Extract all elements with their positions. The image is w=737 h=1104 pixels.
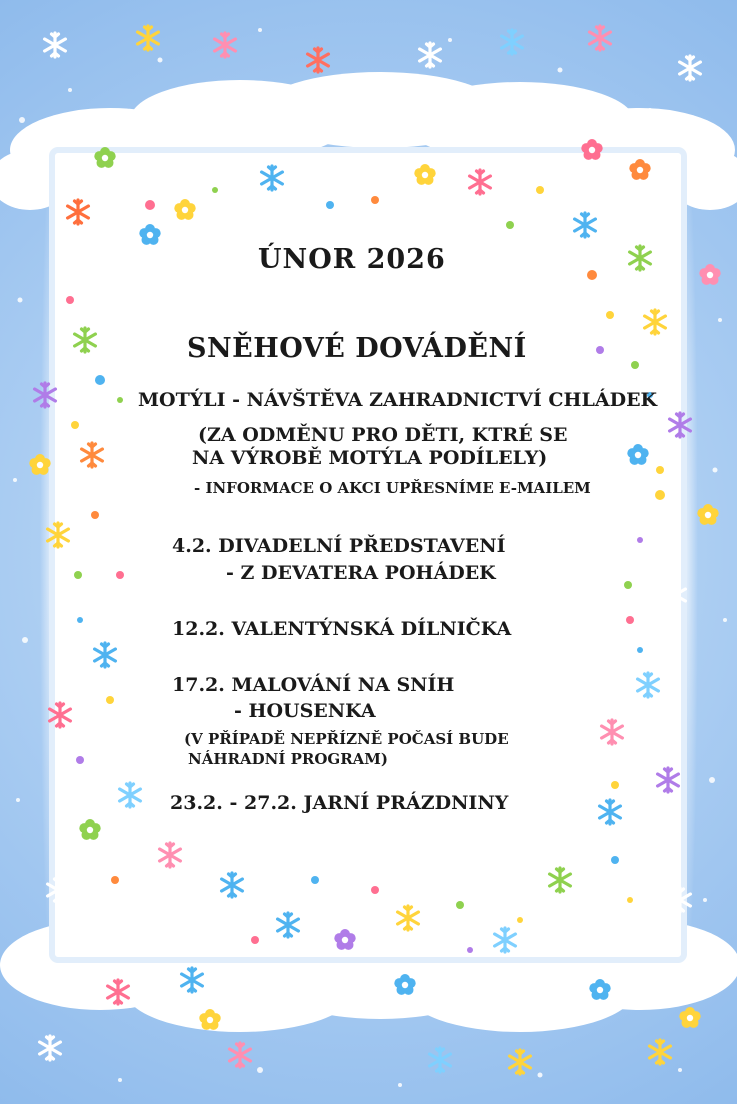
event-malovani-note-2: NÁHRADNÍ PROGRAM) — [188, 750, 389, 768]
event-prazdniny: 23.2. - 27.2. JARNÍ PRÁZDNINY — [170, 792, 509, 814]
event-malovani-line-2: - HOUSENKA — [234, 700, 376, 722]
event-malovani-note-1: (V PŘÍPADĚ NEPŘÍZNĚ POČASÍ BUDE — [184, 730, 509, 748]
event-motyli-title: MOTÝLI - NÁVŠTĚVA ZAHRADNICTVÍ CHLÁDEK — [138, 389, 658, 411]
event-motyli-note-2: NA VÝROBĚ MOTÝLA PODÍLELY) — [192, 447, 548, 469]
event-motyli-note-1: (ZA ODMĚNU PRO DĚTI, KTRÉ SE — [198, 424, 568, 446]
month-title: ÚNOR 2026 — [258, 244, 446, 275]
main-title: SNĚHOVÉ DOVÁDĚNÍ — [187, 333, 527, 364]
event-motyli-info: - INFORMACE O AKCI UPŘESNÍME E-MAILEM — [194, 479, 591, 497]
event-divadlo-line-1: 4.2. DIVADELNÍ PŘEDSTAVENÍ — [172, 535, 506, 557]
event-valentyn: 12.2. VALENTÝNSKÁ DÍLNIČKA — [172, 618, 512, 640]
event-malovani-line-1: 17.2. MALOVÁNÍ NA SNÍH — [172, 674, 455, 696]
event-divadlo-line-2: - Z DEVATERA POHÁDEK — [226, 562, 496, 584]
